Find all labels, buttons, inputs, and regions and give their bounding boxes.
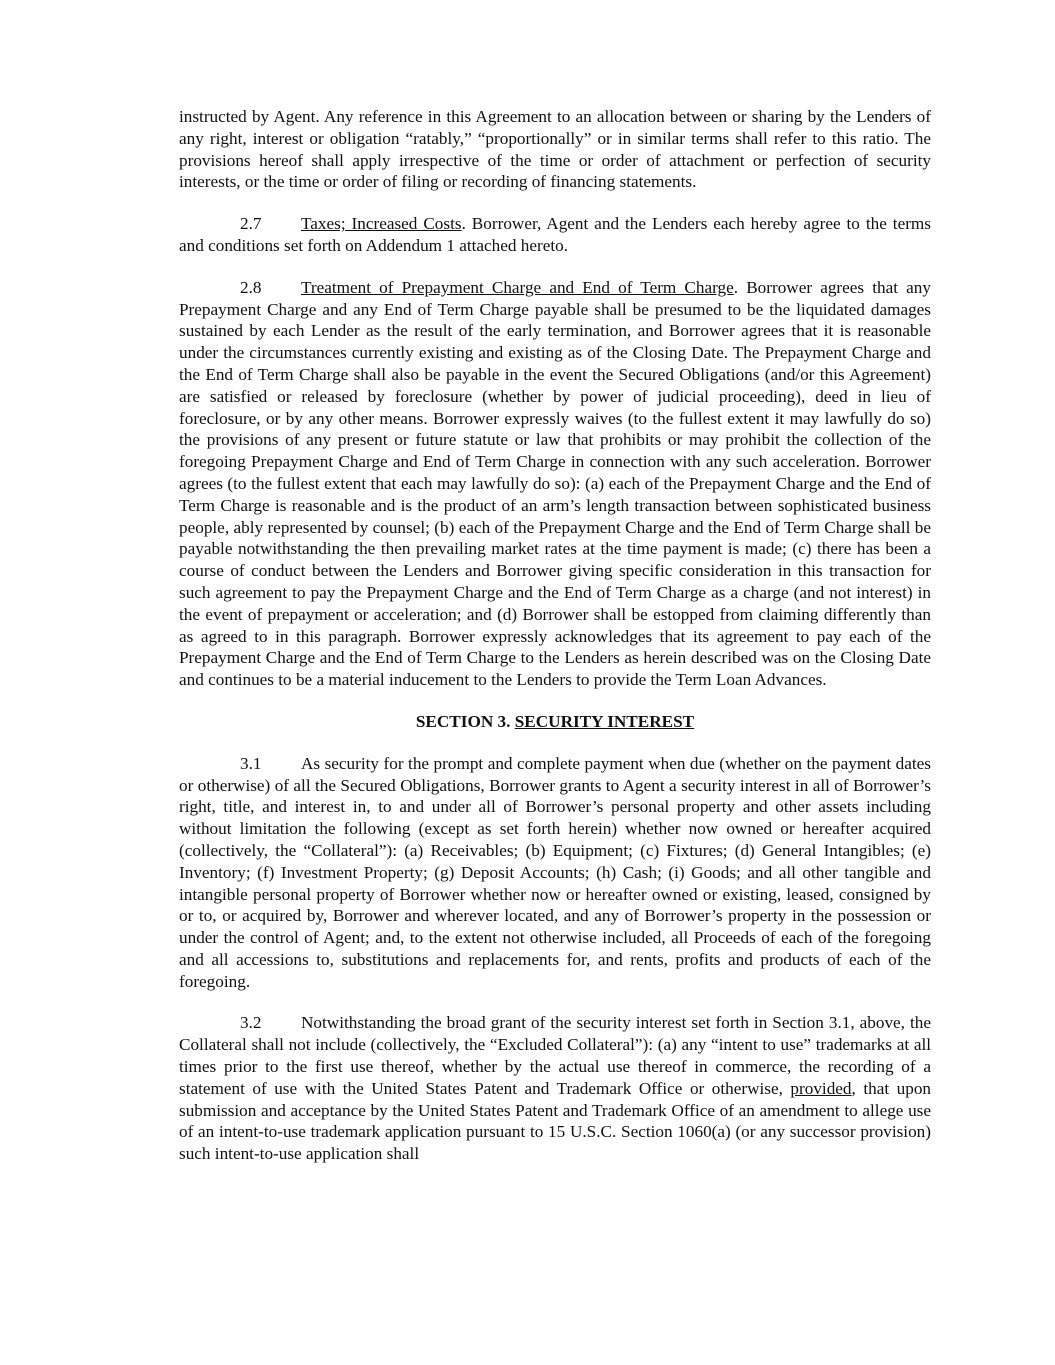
paragraph-intro: instructed by Agent. Any reference in this Agreement to an allocation between or sharing by the Lenders of any right, interest or obligation “ratably,” “proportionally” or in similar terms shall refer to this ratio. The provisions hereof shall apply irrespective of the time or order of attachment or perfection of security interests, or the time or order of filing or recording of financing statements. <box>179 107 931 192</box>
section-3-1 <box>179 753 931 993</box>
section-text: . Borrower, Agent and the Lenders each hereby agree to the terms and conditions set forth on Addendum 1 attached hereto. <box>179 214 931 255</box>
section-text: . Borrower agrees that any Prepayment Charge and any End of Term Charge payable shall be presumed to be the liquidated damages sustained by each Lender as the result of the early termination, and Borrower agrees that it is reasonable under the circumstances currently existing and existing as of the Closing Date. The Prepayment Charge and the End of Term Charge shall also be payable in the event the Secured Obligations (and/or this Agreement) are satisfied or released by foreclosure (whether by power of judicial proceeding), deed in lieu of foreclosure, or by any other means. Borrower expressly waives (to the fullest extent it may lawfully do so) the provisions of any present or future statute or law that prohibits or may prohibit the collection of the foregoing Prepayment Charge and End of Term Charge in connection with any such acceleration. Borrower agrees (to the fullest extent that each may lawfully do so): (a) each of the Prepayment Charge and the End of Term Charge is reasonable and is the product of an arm’s length transaction between sophisticated business people, ably represented by counsel; (b) each of the Prepayment Charge and the End of Term Charge shall be payable notwithstanding the then prevailing market rates at the time payment is made; (c) there has been a course of conduct between the Lenders and Borrower giving specific consideration in this transaction for such agreement to pay the Prepayment Charge and the End of Term Charge as a charge (and not interest) in the event of prepayment or acceleration; and (d) Borrower shall be estopped from claiming differently than as agreed to in this paragraph. Borrower expressly acknowledges that its agreement to pay each of the Prepayment Charge and the End of Term Charge to the Lenders as herein described was on the Closing Date and continues to be a material inducement to the Lenders to provide the Term Loan Advances. <box>179 277 931 690</box>
section-title: Treatment of Prepayment Charge and End of Term Charge <box>301 277 734 297</box>
section-number: 2.7 <box>240 214 262 234</box>
section-title: Taxes; Increased Costs <box>301 214 462 234</box>
section-2-7 <box>179 213 931 257</box>
section-text: Notwithstanding the broad grant of the security interest set forth in Section 3.1, above, the Collateral shall not include (collectively, the “Excluded Collateral”): (a) any “intent to use” trademarks at all times prior to the first use thereof, whether by the actual use thereof in commerce, the recording of a statement of use with the United States Patent and Trademark Office or otherwise, <box>179 1013 931 1098</box>
section-number: 2.8 <box>240 277 262 297</box>
provided-term: provided <box>790 1078 852 1098</box>
section-3-heading <box>179 711 931 733</box>
section-text: As security for the prompt and complete payment when due (whether on the payment dates or otherwise) of all the Secured Obligations, Borrower grants to Agent a security interest in all of Borrower’s right, title, and interest in, to and under all of Borrower’s personal property and other assets including without limitation the following (except as set forth herein) whether now owned or hereafter acquired (collectively, the “Collateral”): (a) Receivables; (b) Equipment; (c) Fixtures; (d) General Intangibles; (e) Inventory; (f) Investment Property; (g) Deposit Accounts; (h) Cash; (i) Goods; and all other tangible and intangible personal property of Borrower whether now or hereafter owned or existing, leased, consigned by or to, or acquired by, Borrower and wherever located, and any of Borrower’s property in the possession or under the control of Agent; and, to the extent not otherwise included, all Proceeds of each of the foregoing and all accessions to, substitutions and replacements for, and rents, profits and products of each of the foregoing. <box>179 753 931 991</box>
section-3-2 <box>179 1012 931 1165</box>
section-number: 3.1 <box>240 753 262 773</box>
heading-prefix: SECTION 3. <box>415 711 515 731</box>
document-page <box>179 106 931 1185</box>
heading-title: SECURITY INTEREST <box>514 711 695 731</box>
section-text-continued: , that upon submission and acceptance by the United States Patent and Trademark Office of an amendment to allege use of an intent-to-use trademark application pursuant to 15 U.S.C. Section 1060(a) (or any successor provision) such intent-to-use application shall <box>179 1078 932 1164</box>
section-number: 3.2 <box>240 1013 262 1033</box>
section-2-8 <box>179 277 931 691</box>
